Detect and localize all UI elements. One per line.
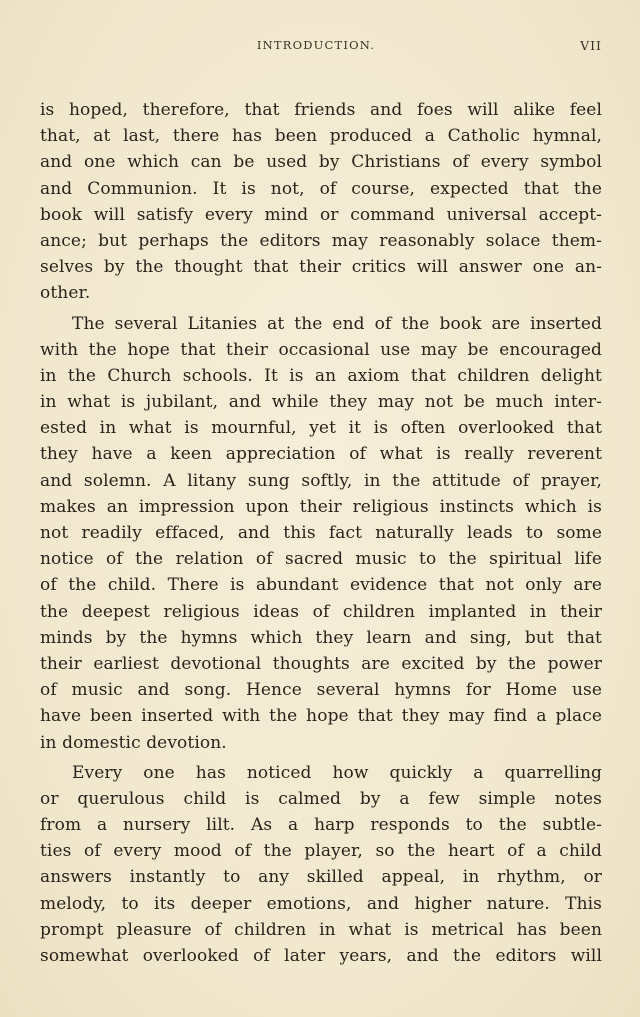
text-line: not readily effaced, and this fact naturally leads to some: [40, 523, 602, 543]
text-line: and solemn. A litany sung softly, in the attitude of prayer,: [40, 470, 602, 491]
text-line: ties of every mood of the player, so the heart of a child: [40, 841, 602, 862]
running-title: INTRODUCTION.: [256, 38, 376, 52]
text-line: from a nursery lilt. As a harp responds to the subtle-: [40, 815, 602, 836]
text-line: their earliest devotional thoughts are excited by the power: [40, 653, 602, 674]
text-line: and one which can be used by Christians of every symbol: [40, 152, 602, 173]
text-line: that, at last, there has been produced a Catholic hymnal,: [40, 126, 602, 147]
text-line: ested in what is mournful, yet it is often overlooked that: [40, 418, 602, 439]
text-line: The several Litanies at the end of the book are inserted: [72, 313, 602, 334]
text-line: in the Church schools. It is an axiom that children delight: [40, 365, 602, 386]
page-number: VII: [580, 38, 602, 53]
text-line: they have a keen appreciation of what is really reverent: [40, 444, 602, 465]
text-line: somewhat overlooked of later years, and the editors will: [40, 946, 602, 966]
text-line: prompt pleasure of children in what is metrical has been: [40, 919, 602, 940]
text-line: makes an impression upon their religious instincts which is: [40, 496, 602, 517]
text-line: melody, to its deeper emotions, and higher nature. This: [40, 893, 602, 914]
text-line: ance; but perhaps the editors may reasonably solace them-: [40, 230, 602, 251]
paragraph: [40, 97, 602, 307]
text-line: is hoped, therefore, that friends and foes will alike feel: [40, 100, 602, 120]
paragraph: [40, 760, 602, 970]
text-line: other.: [40, 283, 91, 304]
text-line: the deepest religious ideas of children implanted in their: [40, 601, 602, 622]
body-text: [40, 97, 602, 973]
text-line: Every one has noticed how quickly a quarrelling: [72, 762, 602, 783]
text-line: notice of the relation of sacred music to the spiritual life: [40, 549, 602, 570]
text-line: in domestic devotion.: [40, 732, 227, 753]
text-line: answers instantly to any skilled appeal, in rhythm, or: [40, 867, 602, 888]
text-line: with the hope that their occasional use may be encouraged: [40, 339, 602, 360]
text-line: and Communion. It is not, of course, expected that the: [40, 178, 602, 199]
text-line: or querulous child is calmed by a few simple notes: [40, 788, 602, 809]
text-line: have been inserted with the hope that they may find a place: [40, 706, 602, 727]
running-head: [0, 38, 640, 58]
text-line: minds by the hymns which they learn and sing, but that: [40, 627, 602, 648]
text-line: of music and song. Hence several hymns for Home use: [40, 680, 602, 701]
text-line: in what is jubilant, and while they may not be much inter-: [40, 392, 602, 413]
paragraph: [40, 311, 602, 756]
text-line: selves by the thought that their critics will answer one an-: [40, 257, 602, 278]
text-line: of the child. There is abundant evidence that not only are: [40, 575, 602, 596]
text-line: book will satisfy every mind or command universal accept-: [40, 204, 602, 225]
